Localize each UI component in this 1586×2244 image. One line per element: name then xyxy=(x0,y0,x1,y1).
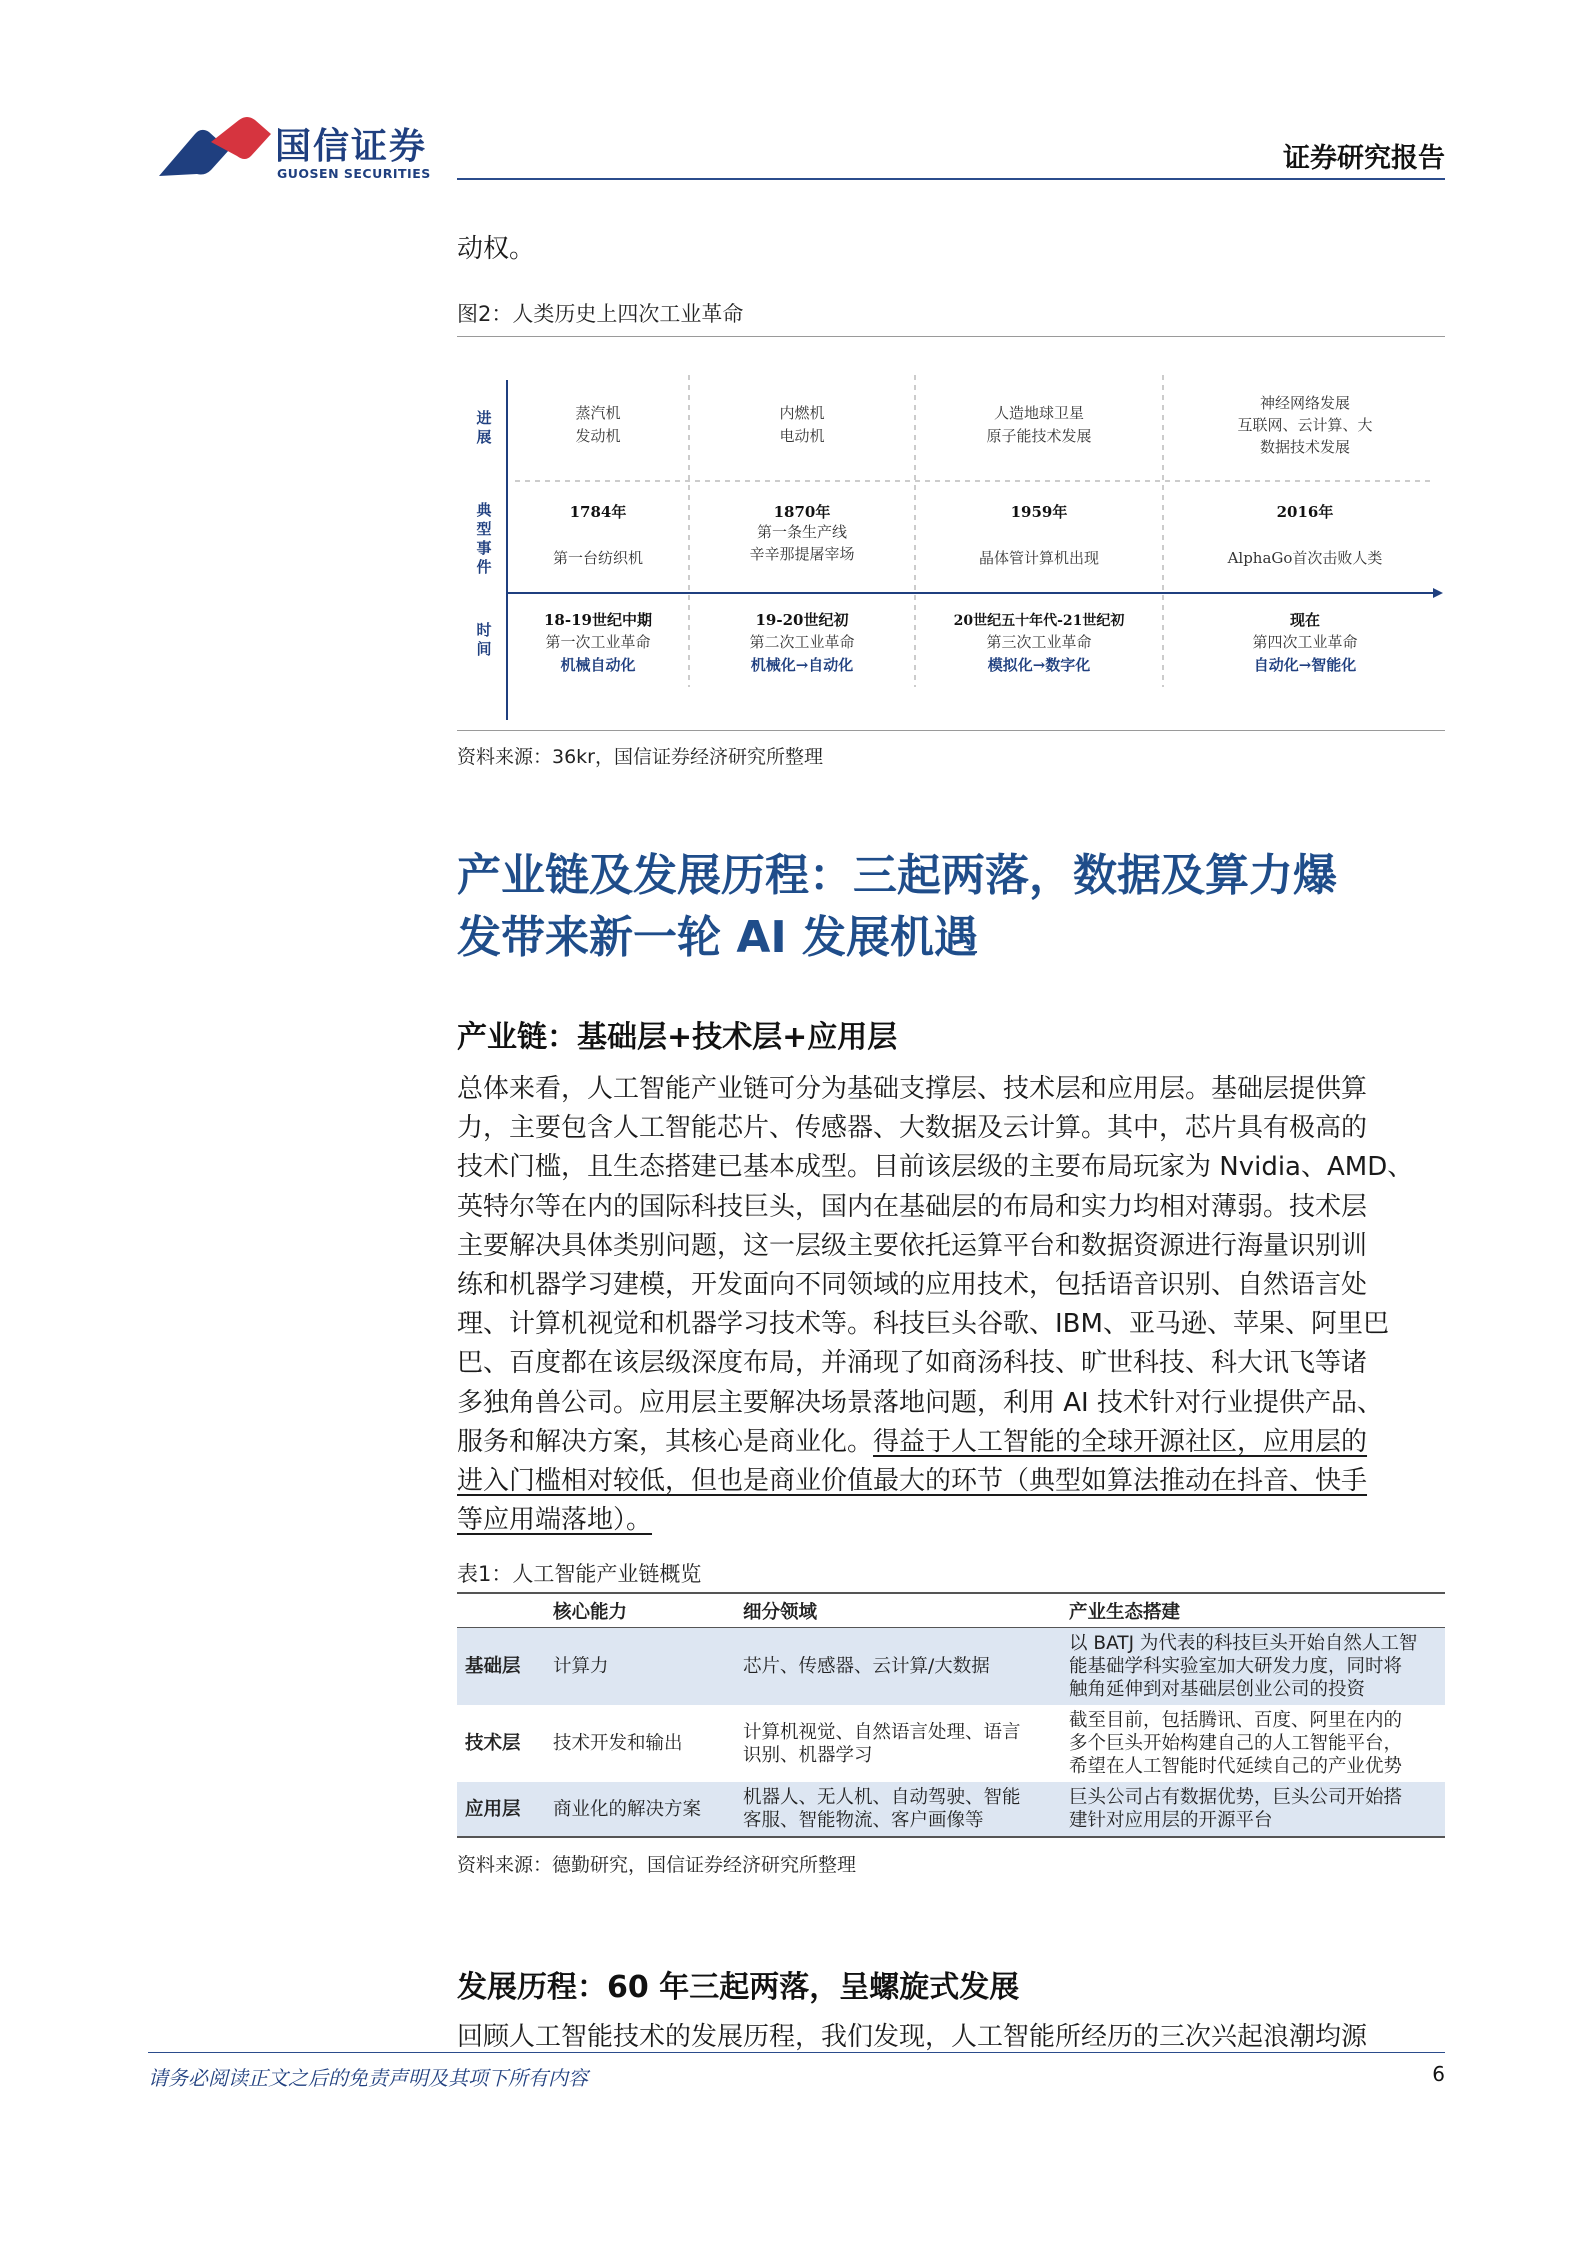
era1-period: 18-19世纪中期 xyxy=(544,611,652,629)
row-label-progress-1: 展 xyxy=(476,428,492,446)
intro-fragment: 动权。 xyxy=(457,234,536,264)
layer-cell: 技术层 xyxy=(465,1733,521,1754)
history-first-line: 回顾人工智能技术的发展历程，我们发现，人工智能所经历的三次兴起浪潮均源 xyxy=(457,2022,1368,2052)
header-rule xyxy=(457,178,1445,180)
era1-theme: 机械自动化 xyxy=(560,656,636,674)
para-underlined: 得益于人工智能的全球开源社区，应用层的 xyxy=(873,1426,1368,1457)
disclaimer-note: 请务必阅读正文之后的免责声明及其项下所有内容 xyxy=(148,2066,588,2090)
era4-year: 2016年 xyxy=(1276,503,1334,521)
row-label-events-3: 件 xyxy=(476,558,492,576)
cell-line: 能基础学科实验室加大研发力度，同时将 xyxy=(1069,1656,1403,1677)
table-title: 表1：人工智能产业链概览 xyxy=(457,1562,702,1586)
era2-progress-1: 电动机 xyxy=(779,427,825,445)
table-header-row xyxy=(457,1593,1445,1628)
era4-progress-0: 神经网络发展 xyxy=(1259,394,1351,412)
figure-source: 资料来源：36kr，国信证券经济研究所整理 xyxy=(457,746,823,768)
row-label-events-0: 典 xyxy=(476,501,492,519)
era2-theme: 机械化→自动化 xyxy=(750,656,854,674)
para-line: 多独角兽公司。应用层主要解决场景落地问题，利用 AI 技术针对行业提供产品、 xyxy=(457,1387,1383,1418)
table-header-cell xyxy=(457,1593,545,1628)
cell-line: 机器人、无人机、自动驾驶、智能 xyxy=(743,1787,1021,1808)
logo-mark xyxy=(155,112,275,188)
para-line: 巴、百度都在该层级深度布局，并涌现了如商汤科技、旷世科技、科大讯飞等诸 xyxy=(457,1348,1368,1379)
figure-top-rule xyxy=(457,336,1445,337)
cell-line: 以 BATJ 为代表的科技巨头开始自然人工智 xyxy=(1069,1633,1418,1654)
era1-revolution: 第一次工业革命 xyxy=(545,633,651,651)
table-header-cell: 产业生态搭建 xyxy=(1061,1593,1445,1628)
era3-event-0: 晶体管计算机出现 xyxy=(978,549,1100,567)
era4-progress-1: 互联网、云计算、大 xyxy=(1237,416,1373,434)
capability-cell: 技术开发和输出 xyxy=(553,1733,683,1754)
para-line: 英特尔等在内的国际科技巨头，国内在基础层的布局和实力均相对薄弱。技术层 xyxy=(457,1191,1368,1222)
row-label-time-1: 间 xyxy=(476,640,492,658)
era2-event-1: 辛辛那提屠宰场 xyxy=(749,545,855,563)
figure-bottom-rule xyxy=(457,730,1445,731)
era3-revolution: 第三次工业革命 xyxy=(986,633,1092,651)
para-text: 服务和解决方案，其核心是商业化。 xyxy=(457,1426,874,1457)
table-row xyxy=(457,1782,1445,1837)
body-paragraph xyxy=(457,1070,1445,1540)
row-label-progress-0: 进 xyxy=(476,409,492,427)
industry-chain-table xyxy=(457,1592,1445,1838)
cell-line: 多个巨头开始构建自己的人工智能平台， xyxy=(1069,1733,1403,1754)
era4-revolution: 第四次工业革命 xyxy=(1252,633,1358,651)
era2-period: 19-20世纪初 xyxy=(755,611,849,629)
table-row xyxy=(457,1628,1445,1706)
era3-year: 1959年 xyxy=(1010,503,1068,521)
section-heading xyxy=(457,845,1457,969)
fields-cell xyxy=(735,1782,1061,1837)
para-line: 练和机器学习建模，开发面向不同领域的应用技术，包括语音识别、自然语言处 xyxy=(457,1270,1368,1301)
table-source: 资料来源：德勤研究，国信证券经济研究所整理 xyxy=(457,1854,857,1876)
report-type: 证券研究报告 xyxy=(1283,143,1445,174)
era3-theme: 模拟化→数字化 xyxy=(987,656,1091,674)
ecosystem-cell xyxy=(1061,1782,1445,1837)
logo-text-cn: 国信证券 xyxy=(275,126,428,167)
figure-title: 图2：人类历史上四次工业革命 xyxy=(457,302,744,326)
para-line: 技术门槛，且生态搭建已基本成型。目前该层级的主要布局玩家为 Nvidia、AMD、 xyxy=(457,1152,1414,1183)
table-row xyxy=(457,1705,1445,1782)
para-underlined: 等应用端落地）。 xyxy=(457,1505,653,1536)
para-line xyxy=(457,1462,1445,1501)
era1-year: 1784年 xyxy=(569,503,627,521)
footer-rule xyxy=(148,2052,1445,2053)
para-line xyxy=(457,1501,1445,1540)
cell-line: 芯片、传感器、云计算/大数据 xyxy=(743,1656,990,1677)
cell-line: 触角延伸到对基础层创业公司的投资 xyxy=(1069,1679,1366,1700)
fields-cell xyxy=(735,1705,1061,1782)
era4-period: 现在 xyxy=(1289,611,1321,629)
era1-progress-0: 蒸汽机 xyxy=(575,404,621,422)
para-underlined: 进入门槛相对较低，但也是商业价值最大的环节（典型如算法推动在抖音、快手 xyxy=(457,1466,1368,1497)
cell-line: 客服、智能物流、客户画像等 xyxy=(743,1810,984,1831)
cell-line: 巨头公司占有数据优势，巨头公司开始搭 xyxy=(1069,1787,1403,1808)
layer-cell: 应用层 xyxy=(457,1782,545,1837)
logo-text-en: GUOSEN SECURITIES xyxy=(277,166,431,181)
era3-period: 20世纪五十年代-21世纪初 xyxy=(953,613,1125,629)
industrial-revolution-figure xyxy=(457,345,1445,725)
ecosystem-cell xyxy=(1061,1628,1445,1706)
era2-event-0: 第一条生产线 xyxy=(756,523,848,541)
para-line xyxy=(457,1423,1445,1462)
era4-event-0: AlphaGo首次击败人类 xyxy=(1227,549,1383,567)
cell-line: 截至目前，包括腾讯、百度、阿里在内的 xyxy=(1069,1710,1403,1731)
cell-line: 希望在人工智能时代延续自己的产业优势 xyxy=(1069,1756,1403,1777)
row-label-events-2: 事 xyxy=(476,539,492,557)
table-header-cell: 细分领域 xyxy=(735,1593,1061,1628)
era2-progress-0: 内燃机 xyxy=(779,404,825,422)
cell-line: 建针对应用层的开源平台 xyxy=(1069,1810,1273,1831)
capability-cell: 计算力 xyxy=(545,1628,735,1706)
para-line: 总体来看，人工智能产业链可分为基础支撑层、技术层和应用层。基础层提供算 xyxy=(457,1074,1368,1104)
era2-revolution: 第二次工业革命 xyxy=(749,633,855,651)
ecosystem-cell xyxy=(1061,1705,1445,1782)
subheading-chain: 产业链：基础层+技术层+应用层 xyxy=(457,1020,898,1055)
cell-line: 识别、机器学习 xyxy=(743,1744,873,1766)
page-number: 6 xyxy=(1432,2062,1445,2086)
row-label-events-1: 型 xyxy=(476,520,492,538)
section-heading-line1: 产业链及发展历程：三起两落，数据及算力爆 xyxy=(457,850,1337,901)
fields-cell xyxy=(735,1628,1061,1706)
para-line: 力，主要包含人工智能芯片、传感器、大数据及云计算。其中，芯片具有极高的 xyxy=(457,1113,1368,1144)
era4-theme: 自动化→智能化 xyxy=(1253,656,1357,674)
subheading-history: 发展历程：60 年三起两落，呈螺旋式发展 xyxy=(457,1970,1020,2005)
era1-progress-1: 发动机 xyxy=(575,427,621,445)
para-line: 主要解决具体类别问题，这一层级主要依托运算平台和数据资源进行海量识别训 xyxy=(457,1230,1368,1261)
row-label-time-0: 时 xyxy=(476,621,492,639)
era3-progress-1: 原子能技术发展 xyxy=(986,427,1092,445)
era2-year: 1870年 xyxy=(773,503,831,521)
era1-event-0: 第一台纺织机 xyxy=(552,549,644,567)
capability-cell: 商业化的解决方案 xyxy=(545,1782,735,1837)
section-heading-line2: 发带来新一轮 AI 发展机遇 xyxy=(457,912,979,963)
layer-cell: 基础层 xyxy=(457,1628,545,1706)
table-header-cell: 核心能力 xyxy=(545,1593,735,1628)
era4-progress-2: 数据技术发展 xyxy=(1259,438,1351,456)
cell-line: 计算机视觉、自然语言处理、语言 xyxy=(743,1721,1021,1743)
era3-progress-0: 人造地球卫星 xyxy=(993,404,1085,422)
para-line: 理、计算机视觉和机器学习技术等。科技巨头谷歌、IBM、亚马逊、苹果、阿里巴 xyxy=(457,1309,1389,1340)
